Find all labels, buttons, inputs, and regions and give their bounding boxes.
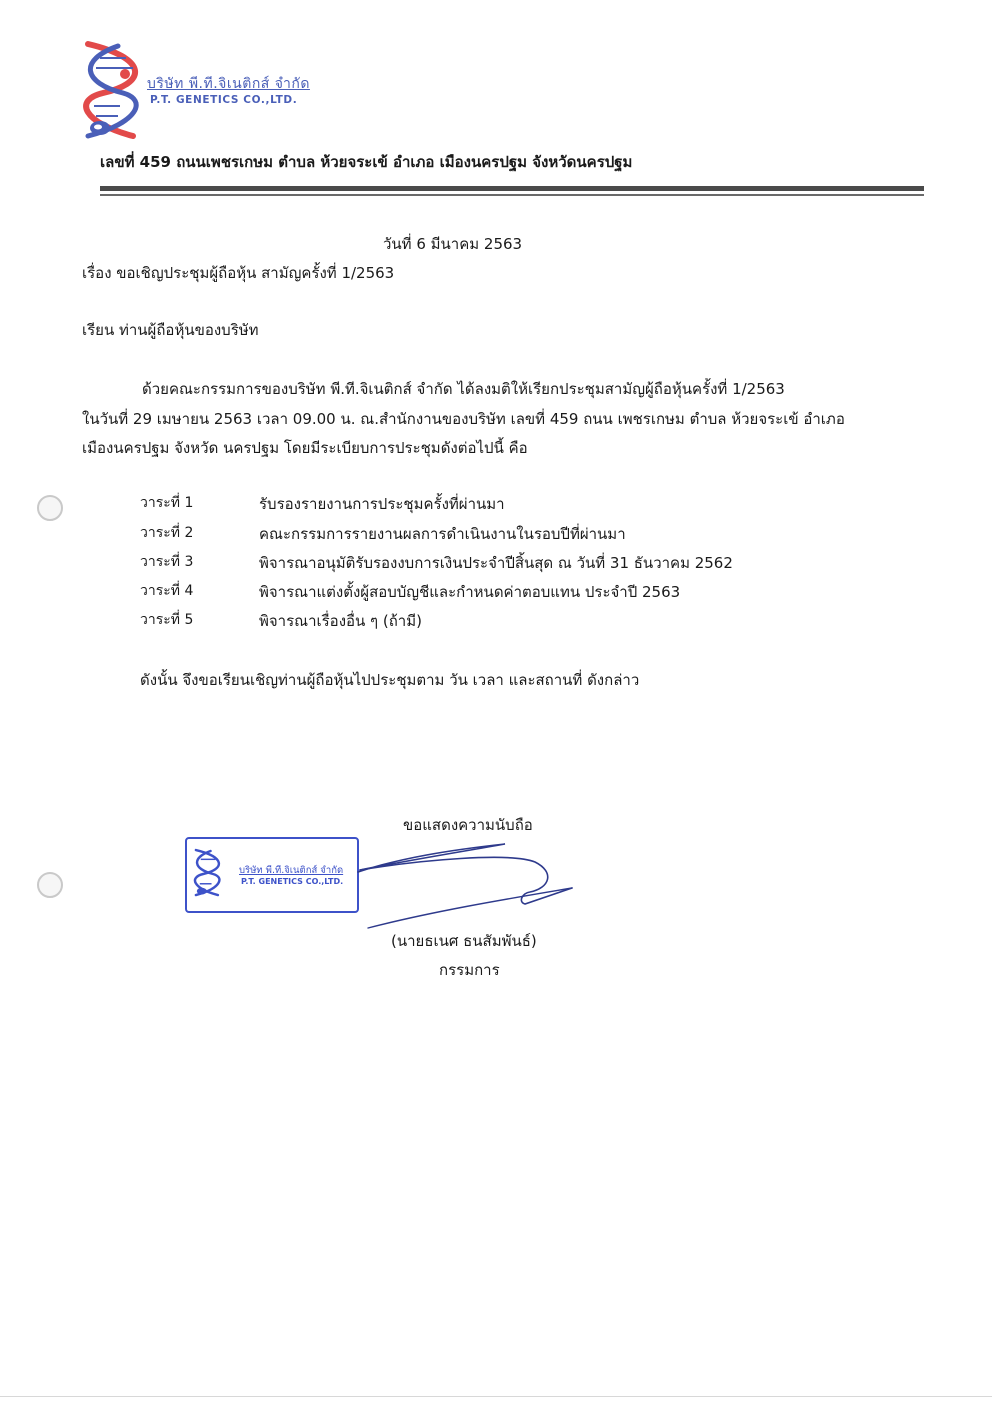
body-line: ในวันที่ 29 เมษายน 2563 เวลา 09.00 น. ณ.สำนักงานของบริษัท เลขที่ 459 ถนน เพชรเกษม ตำบล ห้วยจระเข้ อำเภอ [82, 410, 845, 428]
signer-position: กรรมการ [439, 961, 500, 979]
letter-date: วันที่ 6 มีนาคม 2563 [383, 235, 523, 253]
agenda-text: รับรองรายงานการประชุมครั้งที่ผ่านมา [259, 495, 505, 513]
letter-salutation: เรียน ท่านผู้ถือหุ้นของบริษัท [82, 321, 259, 339]
company-name-english: P.T. GENETICS CO.,LTD. [150, 94, 298, 106]
stamp-logo-icon [191, 843, 235, 905]
agenda-item [0, 492, 992, 521]
page-bottom-edge [0, 1396, 992, 1397]
company-stamp [185, 837, 359, 913]
agenda-number: วาระที่ 1 [140, 495, 194, 511]
agenda-item [0, 551, 992, 580]
stamp-company-name-english: P.T. GENETICS CO.,LTD. [241, 877, 344, 886]
letter-subject: เรื่อง ขอเชิญประชุมผู้ถือหุ้น สามัญครั้งที่ 1/2563 [82, 264, 395, 282]
agenda-number: วาระที่ 5 [140, 612, 194, 628]
agenda-number: วาระที่ 2 [140, 525, 194, 541]
body-line: ด้วยคณะกรรมการของบริษัท พี.ที.จิเนติกส์ จำกัด ได้ลงมติให้เรียกประชุมสามัญผู้ถือหุ้นครั้งที่ 1/2563 [142, 380, 785, 398]
closing-respect: ขอแสดงความนับถือ [403, 816, 533, 834]
company-address: เลขที่ 459 ถนนเพชรเกษม ตำบล ห้วยจระเข้ อำเภอ เมืองนครปฐม จังหวัดนครปฐม [100, 153, 633, 171]
punch-hole [37, 872, 63, 898]
signer-name: (นายธเนศ ธนสัมพันธ์) [391, 932, 537, 950]
agenda-text: พิจารณาเรื่องอื่น ๆ (ถ้ามี) [259, 612, 422, 630]
agenda-text: พิจารณาอนุมัติรับรองงบการเงินประจำปีสิ้นสุด ณ วันที่ 31 ธันวาคม 2562 [259, 554, 733, 572]
agenda-item [0, 580, 992, 609]
stamp-company-name-thai: บริษัท พี.ที.จิเนติกส์ จำกัด [239, 865, 344, 876]
header-divider [100, 186, 924, 191]
agenda-number: วาระที่ 4 [140, 583, 194, 599]
agenda-text: คณะกรรมการรายงานผลการดำเนินงานในรอบปีที่ผ่านมา [259, 525, 626, 543]
closing-statement: ดังนั้น จึงขอเรียนเชิญท่านผู้ถือหุ้นไปประชุมตาม วัน เวลา และสถานที่ ดังกล่าว [140, 671, 640, 689]
agenda-text: พิจารณาแต่งตั้งผู้สอบบัญชีและกำหนดค่าตอบแทน ประจำปี 2563 [259, 583, 681, 601]
agenda-item [0, 609, 992, 638]
header-divider-thin [100, 194, 924, 196]
agenda-item [0, 522, 992, 551]
agenda-number: วาระที่ 3 [140, 554, 194, 570]
company-name-thai: บริษัท พี.ที.จิเนติกส์ จำกัด [147, 76, 310, 92]
handwritten-signature [340, 830, 590, 940]
body-line: เมืองนครปฐม จังหวัด นครปฐม โดยมีระเบียบการประชุมดังต่อไปนี้ คือ [82, 439, 528, 457]
